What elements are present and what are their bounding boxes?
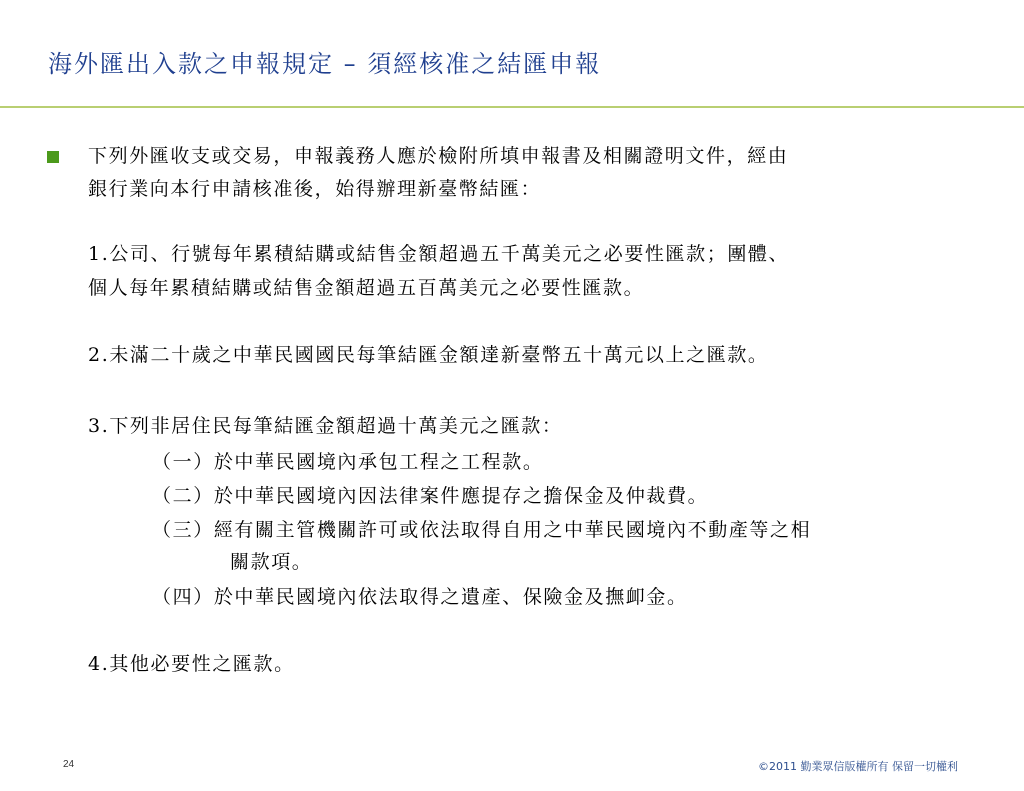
item-1-text-1: 公司、行號每年累積結購或結售金額超過五千萬美元之必要性匯款；團體、 <box>109 243 790 265</box>
sub-1-label: （一） <box>152 451 214 473</box>
item-3-sub-3 <box>152 521 811 540</box>
sub-2-text: 於中華民國境內因法律案件應提存之擔保金及仲裁費。 <box>213 485 709 507</box>
page-title: 海外匯出入款之申報規定 – 須經核准之結匯申報 <box>48 50 602 78</box>
sub-1-text: 於中華民國境內承包工程之工程款。 <box>213 451 544 473</box>
copyright-notice: ©2011 勤業眾信版權所有 保留一切權利 <box>758 760 958 773</box>
item-3-number: 3. <box>88 415 110 437</box>
item-4-text: 其他必要性之匯款。 <box>109 653 295 675</box>
item-2 <box>88 346 769 365</box>
item-3 <box>88 417 563 436</box>
intro-line-1: 下列外匯收支或交易，申報義務人應於檢附所填申報書及相關證明文件，經由 <box>88 145 789 167</box>
item-1-line-2: 個人每年累積結購或結售金額超過五百萬美元之必要性匯款。 <box>88 277 645 299</box>
item-3-sub-4 <box>152 588 688 607</box>
title-divider <box>0 106 1024 108</box>
item-2-text: 未滿二十歲之中華民國國民每筆結匯金額達新臺幣五十萬元以上之匯款。 <box>109 344 769 366</box>
item-4-number: 4. <box>88 653 110 675</box>
item-3-sub-2 <box>152 487 708 506</box>
item-3-sub-1 <box>152 453 543 472</box>
sub-4-text: 於中華民國境內依法取得之遺產、保險金及撫卹金。 <box>213 586 688 608</box>
item-1-line-1 <box>88 245 789 264</box>
sub-4-label: （四） <box>152 586 214 608</box>
item-4 <box>88 655 295 674</box>
item-1-number: 1. <box>88 243 110 265</box>
item-2-number: 2. <box>88 344 110 366</box>
sub-3-text-1: 經有關主管機關許可或依法取得自用之中華民國境內不動產等之相 <box>213 519 812 541</box>
page-number: 24 <box>63 759 75 770</box>
square-bullet-icon <box>47 151 59 163</box>
item-3-text: 下列非居住民每筆結匯金額超過十萬美元之匯款： <box>109 415 563 437</box>
sub-2-label: （二） <box>152 485 214 507</box>
item-3-sub-3-line-2: 關款項。 <box>230 551 313 573</box>
intro-line-2: 銀行業向本行申請核准後，始得辦理新臺幣結匯： <box>88 178 542 200</box>
sub-3-label: （三） <box>152 519 214 541</box>
